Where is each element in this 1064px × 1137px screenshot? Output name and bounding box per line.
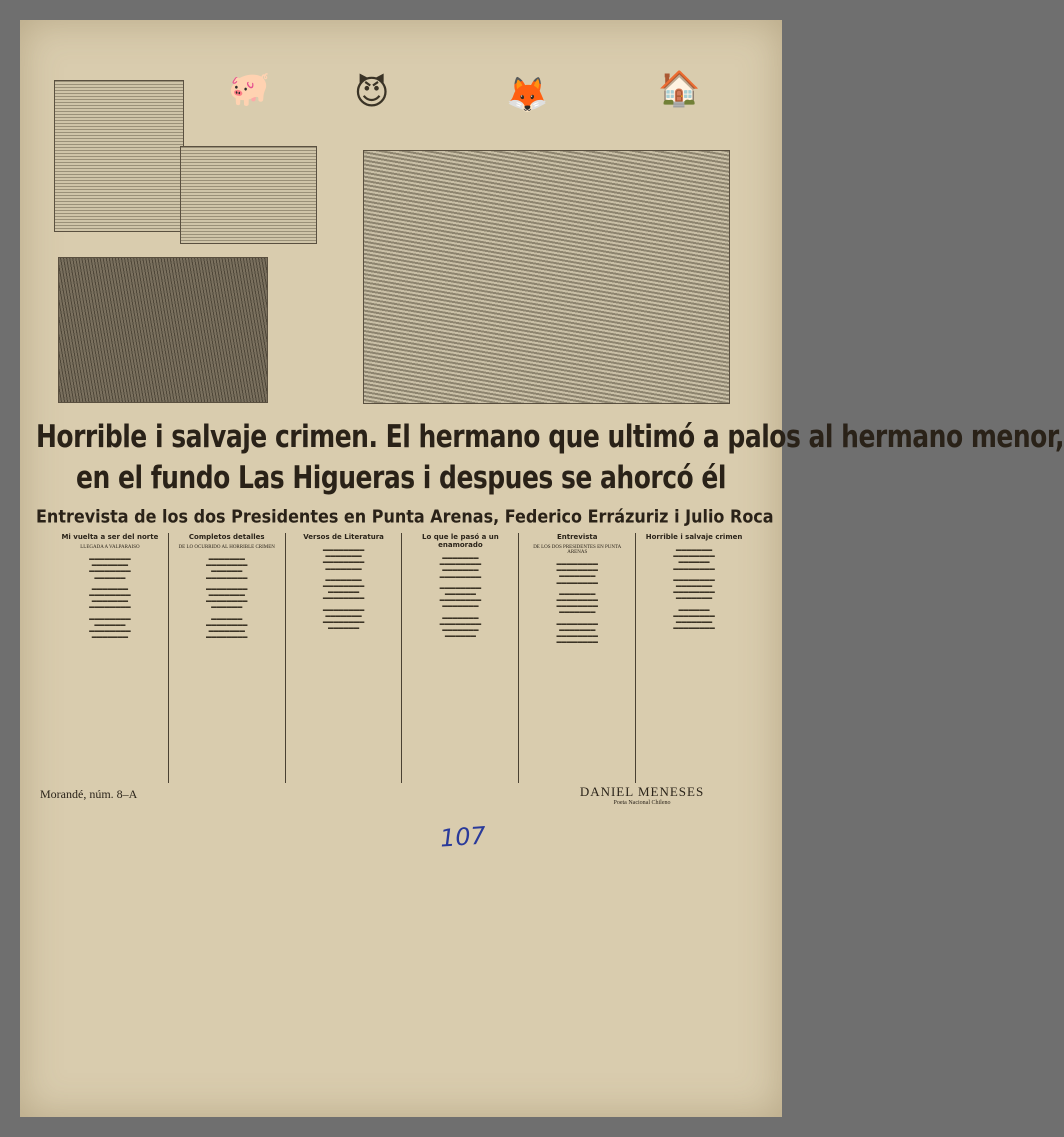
verse-stanza: ▬▬▬▬▬▬▬ ▬▬▬▬▬▬▬▬ ▬▬▬▬▬▬▬ ▬▬▬▬▬▬▬▬ bbox=[439, 555, 482, 580]
city-illustration bbox=[363, 150, 730, 404]
verse-stanza: ▬▬▬▬▬▬▬▬ ▬▬▬▬▬▬▬ ▬▬▬▬▬▬▬▬ ▬▬▬▬▬▬▬▬ bbox=[556, 620, 598, 646]
verse-stanza: ▬▬▬▬▬▬ ▬▬▬▬▬▬▬▬ ▬▬▬▬▬▬▬ ▬▬▬▬▬▬▬▬ bbox=[673, 606, 715, 632]
column-subheading: LLEGADA A VALPARAISO bbox=[80, 545, 140, 550]
column bbox=[636, 533, 752, 783]
author-name: DANIEL MENESES bbox=[579, 784, 705, 799]
banquet-illustration bbox=[54, 80, 184, 232]
verse-stanza: ▬▬▬▬▬▬▬▬ ▬▬▬▬▬▬▬▬ ▬▬▬▬▬▬▬ ▬▬▬▬▬▬▬▬ bbox=[556, 561, 598, 586]
verse-stanza: ▬▬▬▬▬▬▬ ▬▬▬▬▬▬▬▬ ▬▬▬▬▬▬▬ ▬▬▬▬▬▬▬▬ bbox=[89, 585, 131, 611]
house-icon: 🏠 bbox=[658, 69, 701, 109]
column-heading: Completos detalles bbox=[188, 533, 265, 541]
verse-stanza: ▬▬▬▬▬▬▬▬ ▬▬▬▬▬▬ ▬▬▬▬▬▬▬▬ ▬▬▬▬▬▬▬ bbox=[89, 615, 131, 641]
pig-icon: 🐖 bbox=[228, 69, 271, 109]
author-block bbox=[567, 784, 717, 806]
column-subheading: DE LO OCURRIDO AL HORRIBLE CRIMEN bbox=[178, 545, 275, 550]
verse-stanza: ▬▬▬▬▬▬▬▬ ▬▬▬▬▬▬▬ ▬▬▬▬▬▬▬▬ ▬▬▬▬▬▬ bbox=[89, 556, 131, 581]
author-title: Poeta Nacional Chileno bbox=[613, 800, 671, 806]
column-heading: Versos de Literatura bbox=[303, 533, 384, 541]
column bbox=[169, 533, 286, 783]
crowd-illustration bbox=[180, 146, 317, 244]
devil-icon: 😈 bbox=[354, 73, 390, 113]
verse-columns bbox=[52, 533, 752, 783]
verse-stanza: ▬▬▬▬▬▬▬ ▬▬▬▬▬▬▬▬ ▬▬▬▬▬▬ ▬▬▬▬▬▬▬▬ bbox=[322, 576, 365, 602]
verse-stanza: ▬▬▬▬▬▬▬▬ ▬▬▬▬▬▬▬ ▬▬▬▬▬▬▬▬ ▬▬▬▬▬▬▬ bbox=[673, 576, 715, 602]
column bbox=[402, 533, 519, 783]
column-heading: Entrevista bbox=[556, 533, 598, 541]
headline-subtitle: Entrevista de los dos Presidentes en Punta Arenas, Federico Errázuriz i Julio Roca bbox=[36, 506, 774, 527]
column-heading: Mi vuelta a ser del norte bbox=[61, 533, 159, 541]
column bbox=[52, 533, 169, 783]
verse-stanza: ▬▬▬▬▬▬▬ ▬▬▬▬▬▬▬▬ ▬▬▬▬▬▬▬ ▬▬▬▬▬▬ bbox=[439, 614, 482, 640]
column-heading: Horrible i salvaje crimen bbox=[645, 533, 743, 541]
column-subheading: DE LOS DOS PRESIDENTES EN PUNTA ARENAS bbox=[533, 545, 622, 555]
series-number: Morandé, núm. 8–A bbox=[40, 787, 138, 801]
verse-stanza: ▬▬▬▬▬▬▬▬ ▬▬▬▬▬▬▬ ▬▬▬▬▬▬▬▬ ▬▬▬▬▬▬ bbox=[205, 585, 248, 611]
broadsheet bbox=[20, 20, 1064, 1117]
column bbox=[286, 533, 403, 783]
headline-line-1: Horrible i salvaje crimen. El hermano que ultimó a palos al hermano menor, bbox=[36, 418, 1064, 455]
verse-stanza: ▬▬▬▬▬▬ ▬▬▬▬▬▬▬▬ ▬▬▬▬▬▬▬ ▬▬▬▬▬▬▬▬ bbox=[205, 615, 248, 641]
verse-stanza: ▬▬▬▬▬▬▬ ▬▬▬▬▬▬▬▬ ▬▬▬▬▬▬▬▬ ▬▬▬▬▬▬▬ bbox=[556, 590, 598, 616]
column-heading: Lo que le pasó a un enamorado bbox=[422, 533, 499, 549]
verse-stanza: ▬▬▬▬▬▬▬ ▬▬▬▬▬▬▬▬ ▬▬▬▬▬▬ ▬▬▬▬▬▬▬▬ bbox=[673, 547, 715, 572]
verse-stanza: ▬▬▬▬▬▬▬ ▬▬▬▬▬▬▬▬ ▬▬▬▬▬▬ ▬▬▬▬▬▬▬▬ bbox=[205, 556, 248, 581]
handwritten-number: 107 bbox=[439, 821, 487, 853]
column bbox=[519, 533, 636, 783]
headline-line-2: en el fundo Las Higueras i despues se ahorcó él bbox=[76, 459, 726, 496]
verse-stanza: ▬▬▬▬▬▬▬▬ ▬▬▬▬▬▬▬ ▬▬▬▬▬▬▬▬ ▬▬▬▬▬▬▬ bbox=[322, 547, 365, 572]
verse-stanza: ▬▬▬▬▬▬▬▬ ▬▬▬▬▬▬▬ ▬▬▬▬▬▬▬▬ ▬▬▬▬▬▬ bbox=[322, 606, 365, 632]
cavalry-illustration bbox=[58, 257, 268, 403]
fox-icon: 🦊 bbox=[506, 75, 549, 115]
verse-stanza: ▬▬▬▬▬▬▬▬ ▬▬▬▬▬▬ ▬▬▬▬▬▬▬▬ ▬▬▬▬▬▬▬ bbox=[439, 584, 482, 610]
